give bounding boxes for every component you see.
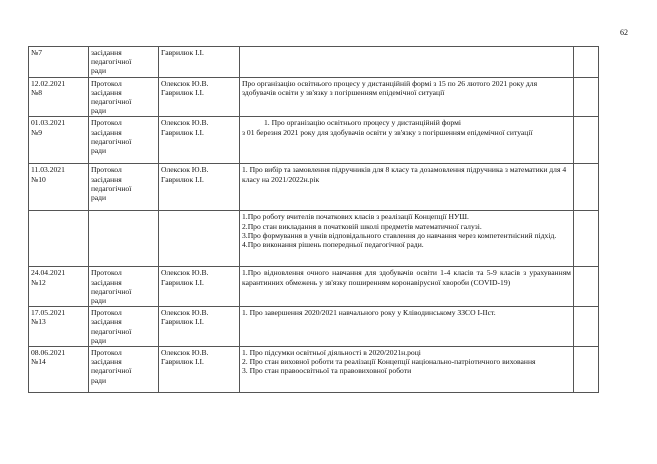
document-cell	[89, 117, 159, 164]
responsible-person: Гаврилюк І.І.	[161, 48, 204, 57]
table-row	[29, 307, 599, 347]
page-number: 62	[620, 28, 628, 37]
document-line: Протокол	[91, 165, 122, 175]
protocol-number: №13	[31, 317, 46, 327]
protocol-number: №10	[31, 174, 46, 184]
agenda-cell	[240, 47, 574, 78]
agenda-cell	[240, 77, 574, 117]
document-line: Протокол	[91, 78, 122, 88]
document-line: ради	[91, 296, 107, 306]
document-cell	[89, 77, 159, 117]
document-line: педагогічної	[91, 286, 132, 296]
document-line: засідання	[91, 357, 122, 367]
agenda-item: з 01 березня 2021 року для здобувачів освіти у зв'язку з погіршенням епідемічної ситуації	[242, 127, 533, 137]
document-cell	[89, 211, 159, 267]
document-line: засідання	[91, 277, 122, 287]
table-row	[29, 164, 599, 211]
responsible-person: Гаврилюк І.І.	[161, 317, 204, 327]
table-row	[29, 117, 599, 164]
protocol-number: №8	[31, 87, 43, 97]
responsible-person: Гаврилюк І.І.	[161, 277, 204, 287]
document-line: ради	[91, 335, 107, 345]
mark-cell	[574, 164, 599, 211]
mark-cell	[574, 347, 599, 393]
agenda-item: 1.Про відновлення очного навчання для здобувачів освіти 1-4 класів та 5-9 класів з урахуванням карантинних обмежень у зв'язку поширенням коронавірусної хвороби (COVID-19)	[242, 268, 571, 287]
responsible-cell	[159, 77, 240, 117]
date-number-cell	[29, 77, 89, 117]
responsible-cell	[159, 47, 240, 78]
responsible-person: Гаврилюк І.І.	[161, 357, 204, 367]
responsible-person: Олексюк Ю.В.	[161, 308, 209, 318]
table-row	[29, 211, 599, 267]
agenda-item: 1. Про організацію освітнього процесу у дистанційній формі	[264, 118, 462, 128]
agenda-item: 1.Про роботу вчителів початкових класів з реалізації Концепції НУШ.	[242, 212, 469, 222]
agenda-item: 1. Про вибір та замовлення підручників для 8 класу та дозамовлення підручника з математики для 4 класу на 2021/2022н.рік	[242, 165, 567, 184]
document-cell	[89, 267, 159, 307]
document-line: педагогічної	[91, 326, 132, 336]
responsible-person: Гаврилюк І.І.	[161, 174, 204, 184]
document-line: ради	[91, 66, 107, 76]
agenda-cell	[240, 267, 574, 307]
document-line: засідання	[91, 127, 122, 137]
responsible-person: Олексюк Ю.В.	[161, 165, 209, 175]
mark-cell	[574, 117, 599, 164]
responsible-cell	[159, 347, 240, 393]
document-line: ради	[91, 193, 107, 203]
mark-cell	[574, 211, 599, 267]
agenda-item: 2. Про стан виховної роботи та реалізації Концепції національно-патріотичного виховання	[242, 357, 536, 367]
date-number-cell	[29, 307, 89, 347]
document-line: Протокол	[91, 348, 122, 358]
agenda-item: Про організацію освітнього процесу у дистанційній формі з 15 по 26 лютого 2021 року для здобувачів освіти у зв'язку з погіршенням епідемічної ситуації	[242, 78, 538, 97]
document-line: Протокол	[91, 308, 122, 318]
protocol-number: №9	[31, 127, 43, 137]
protocol-date: 12.02.2021	[31, 78, 66, 88]
document-line: педагогічної	[91, 183, 132, 193]
protocol-number: №7	[31, 48, 43, 57]
protocol-date: 24.04.2021	[31, 268, 66, 278]
document-line: засідання	[91, 48, 122, 57]
agenda-cell	[240, 164, 574, 211]
responsible-person: Гаврилюк І.І.	[161, 87, 204, 97]
protocol-number: №14	[31, 357, 46, 367]
document-cell	[89, 347, 159, 393]
mark-cell	[574, 77, 599, 117]
agenda-item: 1. Про завершення 2020/2021 навчального року у Кліводинському ЗЗСО І-ІІст.	[242, 308, 496, 318]
protocol-number: №12	[31, 277, 46, 287]
responsible-cell	[159, 117, 240, 164]
document-line: Протокол	[91, 118, 122, 128]
protocol-date: 11.03.2021	[31, 165, 65, 175]
agenda-item: 1. Про підсумки освітньої діяльності в 2020/2021н.році	[242, 348, 421, 358]
agenda-item: 4.Про виконання рішень попередньої педагогічної ради.	[242, 240, 424, 250]
document-line: педагогічної	[91, 136, 132, 146]
date-number-cell	[29, 117, 89, 164]
agenda-item: 3.Про формування в учнів відповідального ставлення до навчання через компетентнісний підхід.	[242, 230, 557, 240]
table-row	[29, 47, 599, 78]
protocols-table	[28, 46, 599, 393]
table-row	[29, 347, 599, 393]
date-number-cell	[29, 164, 89, 211]
document-cell	[89, 164, 159, 211]
responsible-person: Олексюк Ю.В.	[161, 348, 209, 358]
agenda-cell	[240, 211, 574, 267]
responsible-person: Олексюк Ю.В.	[161, 268, 209, 278]
document-line: засідання	[91, 317, 122, 327]
protocol-date: 17.05.2021	[31, 308, 66, 318]
responsible-person: Олексюк Ю.В.	[161, 78, 209, 88]
document-line: ради	[91, 375, 107, 385]
mark-cell	[574, 307, 599, 347]
agenda-cell	[240, 307, 574, 347]
date-number-cell	[29, 347, 89, 393]
responsible-cell	[159, 307, 240, 347]
mark-cell	[574, 47, 599, 78]
document-line: педагогічної	[91, 57, 132, 67]
protocol-date: 01.03.2021	[31, 118, 66, 128]
table-row	[29, 267, 599, 307]
agenda-cell	[240, 117, 574, 164]
document-line: педагогічної	[91, 366, 132, 376]
document-line: засідання	[91, 174, 122, 184]
responsible-person: Гаврилюк І.І.	[161, 127, 204, 137]
document-line: педагогічної	[91, 97, 132, 107]
date-number-cell	[29, 211, 89, 267]
document-cell	[89, 47, 159, 78]
responsible-cell	[159, 164, 240, 211]
document-line: ради	[91, 146, 107, 156]
protocol-date: 08.06.2021	[31, 348, 66, 358]
agenda-item: 2.Про стан викладання в початковій школі предметів математичної галузі.	[242, 221, 482, 231]
date-number-cell	[29, 47, 89, 78]
document-line: засідання	[91, 87, 122, 97]
responsible-person: Олексюк Ю.В.	[161, 118, 209, 128]
date-number-cell	[29, 267, 89, 307]
agenda-item: 3. Про стан правоосвітньої та правовиховної роботи	[242, 366, 412, 376]
document-line: ради	[91, 106, 107, 116]
document-cell	[89, 307, 159, 347]
mark-cell	[574, 267, 599, 307]
table-row	[29, 77, 599, 117]
responsible-cell	[159, 267, 240, 307]
responsible-cell	[159, 211, 240, 267]
agenda-cell	[240, 347, 574, 393]
document-line: Протокол	[91, 268, 122, 278]
